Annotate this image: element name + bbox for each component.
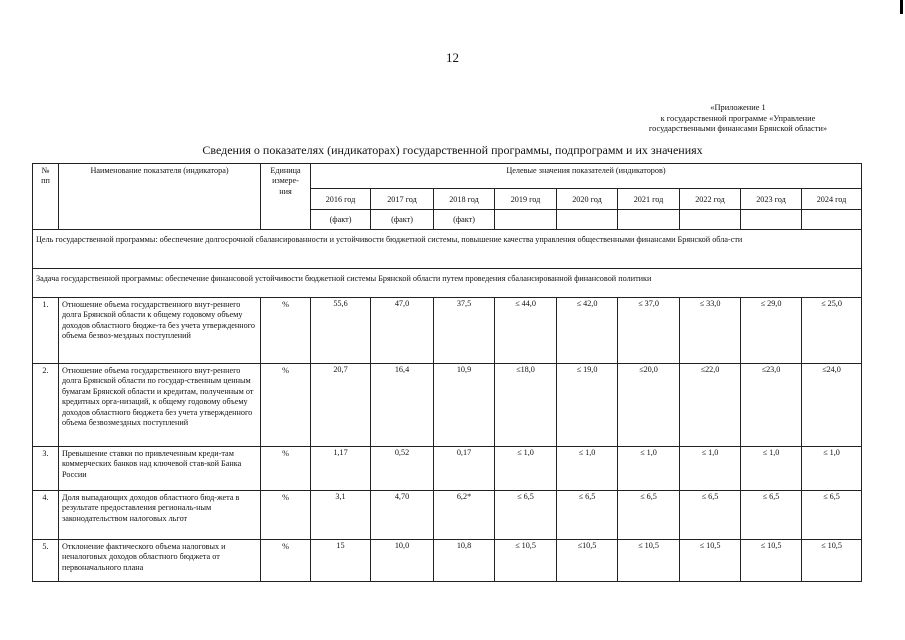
header-target-values: Целевые значения показателей (индикаторов) [311,164,862,189]
header-number [33,164,59,230]
indicator-value: ≤ 6,5 [741,491,802,540]
header-unit [261,164,311,230]
indicator-unit: % [261,298,311,364]
program-task: Задача государственной программы: обеспечение финансовой устойчивости бюджетной системы Брянской области путем проведения сбалансированной финансовой политики [33,269,862,298]
header-fact-label: (факт) [311,210,371,230]
indicator-unit: % [261,540,311,582]
indicator-value: 37,5 [434,298,495,364]
row-number: 2. [33,364,59,447]
indicator-value: 10,8 [434,540,495,582]
header-year: 2020 год [557,189,618,210]
indicator-value: ≤ 6,5 [618,491,680,540]
header-empty-cell [557,210,618,230]
header-year: 2018 год [434,189,495,210]
indicator-value: ≤ 25,0 [802,298,862,364]
edge-mark [900,0,903,14]
header-unit-line-3: ния [279,186,292,196]
indicator-name: Отношение объема государственного внут-реннего долга Брянской области по государ-ственным ценным бумагам Брянской области и кредитам, полученным от кредитных орга-низаций, к общему годовому объему доходов областного бюджета без учета утвержденного объема безвозмездных поступлений [59,364,261,447]
indicator-name: Превышение ставки по привлеченным креди-там коммерческих банков над ключевой став-кой Банка России [59,447,261,491]
header-empty-cell [680,210,741,230]
indicator-value: ≤18,0 [495,364,557,447]
table-row [33,540,862,582]
indicator-value: ≤ 33,0 [680,298,741,364]
header-year: 2022 год [680,189,741,210]
header-year: 2023 год [741,189,802,210]
indicator-value: ≤ 19,0 [557,364,618,447]
indicator-value: ≤ 10,5 [680,540,741,582]
table-row [33,364,862,447]
indicator-value: ≤ 6,5 [680,491,741,540]
table-row [33,491,862,540]
indicator-unit: % [261,491,311,540]
header-empty-cell [618,210,680,230]
indicator-value: ≤ 6,5 [495,491,557,540]
header-year: 2016 год [311,189,371,210]
appendix-line-3: государственными финансами Брянской области» [648,124,828,133]
indicator-value: ≤ 10,5 [618,540,680,582]
indicator-name: Доля выпадающих доходов областного бюд-жета в результате предоставления региональ-ным законодательством налоговых льгот [59,491,261,540]
program-goal: Цель государственной программы: обеспечение долгосрочной сбалансированности и устойчивости бюджетной системы, повышение качества управления общественными финансами Брянской обла-сти [33,230,862,269]
appendix-line-2: к государственной программе «Управление [660,113,816,123]
indicator-value: ≤ 1,0 [557,447,618,491]
indicator-value: ≤24,0 [802,364,862,447]
header-year: 2021 год [618,189,680,210]
header-name: Наименование показателя (индикатора) [59,164,261,230]
header-number-label: № [41,166,50,175]
header-empty-cell [802,210,862,230]
indicator-value: ≤23,0 [741,364,802,447]
indicator-name: Отклонение фактического объема налоговых и неналоговых доходов областного бюджета от первоначального плана [59,540,261,582]
document-title: Сведения о показателях (индикаторах) государственной программы, подпрограмм и их значениях [202,143,703,157]
indicator-value: ≤ 10,5 [495,540,557,582]
indicator-value: ≤10,5 [557,540,618,582]
indicator-value: ≤20,0 [618,364,680,447]
indicator-value: 0,52 [371,447,434,491]
indicator-value: ≤ 1,0 [741,447,802,491]
appendix-note [634,103,842,135]
indicators-table [32,163,862,582]
indicator-value: ≤ 44,0 [495,298,557,364]
indicator-name: Отношение объема государственного внут-реннего долга Брянской области к общему годовому объему доходов областного бюдже-та без учета утвержденного объема безвоз-мездных поступлений [59,298,261,364]
indicator-value: ≤ 37,0 [618,298,680,364]
indicator-value: ≤ 6,5 [557,491,618,540]
indicator-value: ≤ 1,0 [618,447,680,491]
indicator-value: ≤ 29,0 [741,298,802,364]
indicator-value: 0,17 [434,447,495,491]
row-number: 1. [33,298,59,364]
indicator-value: ≤ 42,0 [557,298,618,364]
row-number: 5. [33,540,59,582]
indicator-value: ≤ 10,5 [802,540,862,582]
indicator-unit: % [261,447,311,491]
indicator-value: 16,4 [371,364,434,447]
header-number-sublabel: пп [41,176,50,186]
header-year: 2017 год [371,189,434,210]
header-empty-cell [741,210,802,230]
indicator-value: 10,0 [371,540,434,582]
indicator-value: 20,7 [311,364,371,447]
indicator-value: ≤ 1,0 [680,447,741,491]
row-number: 3. [33,447,59,491]
indicator-value: 47,0 [371,298,434,364]
header-fact-label: (факт) [371,210,434,230]
indicator-value: 15 [311,540,371,582]
row-number: 4. [33,491,59,540]
header-year: 2019 год [495,189,557,210]
table-row [33,298,862,364]
indicator-value: ≤ 6,5 [802,491,862,540]
indicator-value: 1,17 [311,447,371,491]
indicator-value: ≤ 10,5 [741,540,802,582]
header-year: 2024 год [802,189,862,210]
header-unit-line-2: измере- [272,176,299,186]
indicator-value: 3,1 [311,491,371,540]
indicator-value: ≤22,0 [680,364,741,447]
table-row [33,447,862,491]
indicator-value: 55,6 [311,298,371,364]
indicator-value: ≤ 1,0 [495,447,557,491]
indicator-value: 10,9 [434,364,495,447]
appendix-line-1: «Приложение 1 [710,103,766,112]
header-unit-line-1: Единица [270,166,301,175]
page-number: 12 [446,50,459,65]
header-empty-cell [495,210,557,230]
indicator-unit: % [261,364,311,447]
indicator-value: 4,70 [371,491,434,540]
indicator-value: ≤ 1,0 [802,447,862,491]
indicator-value: 6,2* [434,491,495,540]
header-fact-label: (факт) [434,210,495,230]
